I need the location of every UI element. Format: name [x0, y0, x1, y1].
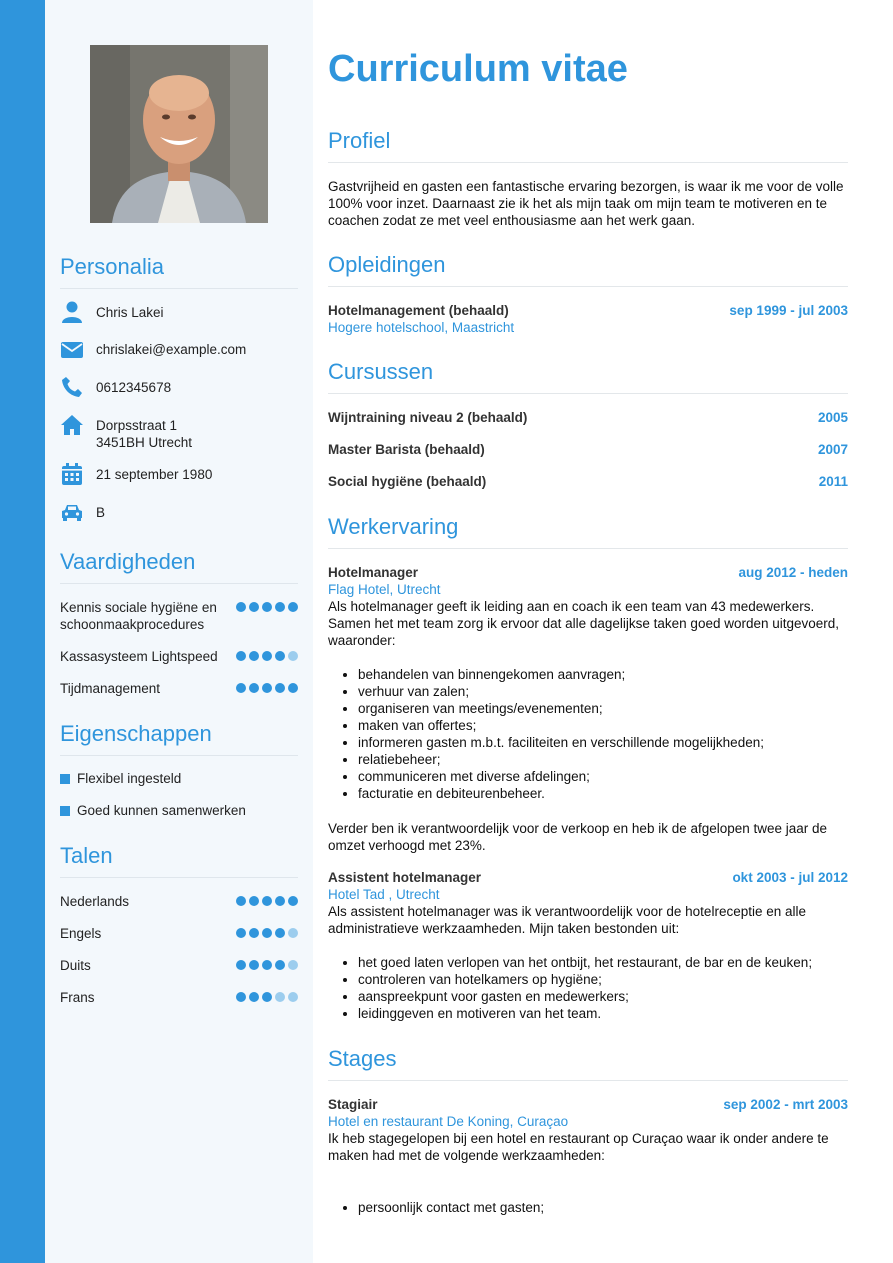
rating-dot-filled	[249, 602, 259, 612]
rating-dot-filled	[236, 602, 246, 612]
rating-dot-filled	[262, 960, 272, 970]
cursussen-heading: Cursussen	[328, 359, 848, 394]
list-item: • informeren gasten m.b.t. faciliteiten en verschillende mogelijkheden;	[358, 734, 848, 751]
accent-stripe	[0, 0, 45, 1263]
rating-dot-filled	[288, 683, 298, 693]
course-title: Social hygiëne (behaald)	[328, 474, 487, 489]
personalia-phone: 0612345678	[96, 380, 172, 395]
list-item: • organiseren van meetings/evenementen;	[358, 700, 848, 717]
list-item: • het goed laten verlopen van het ontbijt, het restaurant, de bar en de keuken;	[358, 954, 848, 971]
vaardigheden-heading: Vaardigheden	[60, 549, 298, 584]
rating-dot-filled	[249, 992, 259, 1002]
language-label: Nederlands	[60, 894, 130, 909]
skill-rating	[236, 602, 298, 612]
skill-rating	[236, 651, 298, 661]
education-date: sep 1999 - jul 2003	[729, 303, 848, 318]
trait-label: Flexibel ingesteld	[77, 771, 182, 786]
rating-dot-filled	[236, 928, 246, 938]
car-icon	[60, 500, 84, 524]
course-year: 2011	[818, 474, 848, 489]
rating-dot-filled	[249, 651, 259, 661]
rating-dot-filled	[262, 683, 272, 693]
education-school: Hogere hotelschool, Maastricht	[328, 320, 515, 335]
job-task-list	[328, 954, 848, 1022]
opleidingen-heading: Opleidingen	[328, 252, 848, 287]
rating-dot-filled	[249, 928, 259, 938]
language-rating	[236, 992, 298, 1002]
list-item: • communiceren met diverse afdelingen;	[358, 768, 848, 785]
rating-dot-filled	[262, 992, 272, 1002]
personalia-address	[96, 417, 192, 451]
calendar-icon	[60, 462, 84, 486]
personalia-city: 3451BH Utrecht	[96, 435, 193, 450]
envelope-icon	[60, 337, 84, 361]
page-title: Curriculum vitae	[328, 48, 628, 90]
language-label: Duits	[60, 958, 91, 973]
skill-rating	[236, 683, 298, 693]
list-item: • maken van offertes;	[358, 717, 848, 734]
internship-title: Stagiair	[328, 1097, 378, 1112]
job-title: Hotelmanager	[328, 565, 419, 580]
home-icon	[60, 413, 84, 437]
skill-label: Kennis sociale hygiëne en schoonmaakprocedures	[60, 600, 217, 632]
personalia-name: Chris Lakei	[96, 305, 164, 320]
rating-dot-empty	[275, 992, 285, 1002]
internship-employer: Hotel en restaurant De Koning, Curaçao	[328, 1114, 569, 1129]
job-task-list	[328, 666, 848, 802]
job-outro: Verder ben ik verantwoordelijk voor de verkoop en heb ik de afgelopen twee jaar de omzet verhoogd met 23%.	[328, 821, 828, 853]
list-item: • relatiebeheer;	[358, 751, 848, 768]
list-item: • persoonlijk contact met gasten;	[358, 1199, 848, 1216]
personalia-street: Dorpsstraat 1	[96, 418, 178, 433]
rating-dot-filled	[275, 651, 285, 661]
rating-dot-filled	[275, 602, 285, 612]
talen-heading: Talen	[60, 843, 298, 878]
rating-dot-filled	[288, 896, 298, 906]
rating-dot-filled	[275, 960, 285, 970]
profiel-heading: Profiel	[328, 128, 848, 163]
personalia-heading: Personalia	[60, 254, 298, 289]
rating-dot-filled	[236, 960, 246, 970]
eigenschappen-heading: Eigenschappen	[60, 721, 298, 756]
rating-dot-empty	[288, 651, 298, 661]
job-date: okt 2003 - jul 2012	[732, 870, 848, 885]
job-employer: Flag Hotel, Utrecht	[328, 582, 441, 597]
rating-dot-filled	[236, 651, 246, 661]
werkervaring-heading: Werkervaring	[328, 514, 848, 549]
job-date: aug 2012 - heden	[738, 565, 848, 580]
phone-icon	[60, 375, 84, 399]
rating-dot-filled	[275, 928, 285, 938]
user-icon	[60, 300, 84, 324]
internship-intro: Ik heb stagegelopen bij een hotel en restaurant op Curaçao waar ik onder andere te maken had met de volgende werkzaamheden:	[328, 1131, 829, 1163]
job-intro: Als assistent hotelmanager was ik verantwoordelijk voor de hotelreceptie en alle administratieve werkzaamheden. Mijn taken bestonden uit:	[328, 904, 807, 936]
rating-dot-empty	[288, 928, 298, 938]
job-title: Assistent hotelmanager	[328, 870, 482, 885]
list-item: • verhuur van zalen;	[358, 683, 848, 700]
rating-dot-filled	[275, 896, 285, 906]
rating-dot-filled	[262, 896, 272, 906]
rating-dot-filled	[288, 602, 298, 612]
list-item: • facturatie en debiteurenbeheer.	[358, 785, 848, 802]
language-rating	[236, 960, 298, 970]
rating-dot-filled	[262, 651, 272, 661]
rating-dot-filled	[236, 992, 246, 1002]
personalia-email: chrislakei@example.com	[96, 342, 247, 357]
list-item: • leidinggeven en motiveren van het team.	[358, 1005, 848, 1022]
personalia-birthdate: 21 september 1980	[96, 467, 213, 482]
rating-dot-filled	[275, 683, 285, 693]
language-label: Frans	[60, 990, 95, 1005]
language-rating	[236, 928, 298, 938]
profile-photo	[90, 45, 268, 223]
internship-date: sep 2002 - mrt 2003	[723, 1097, 848, 1112]
rating-dot-empty	[288, 960, 298, 970]
course-year: 2005	[817, 410, 848, 425]
job-employer: Hotel Tad , Utrecht	[328, 887, 440, 902]
course-title: Master Barista (behaald)	[328, 442, 485, 457]
course-title: Wijntraining niveau 2 (behaald)	[328, 410, 528, 425]
rating-dot-filled	[249, 683, 259, 693]
rating-dot-filled	[249, 896, 259, 906]
trait-label: Goed kunnen samenwerken	[77, 803, 246, 818]
job-intro: Als hotelmanager geeft ik leiding aan en coach ik een team van 43 medewerkers. Samen het met team zorg ik ervoor dat alle dagelijkse taken goed worden uitgevoerd, waaronder:	[328, 599, 840, 648]
square-bullet-icon	[60, 774, 70, 784]
square-bullet-icon	[60, 806, 70, 816]
sidebar	[45, 0, 313, 1263]
language-rating	[236, 896, 298, 906]
rating-dot-empty	[288, 992, 298, 1002]
rating-dot-filled	[249, 960, 259, 970]
list-item: • controleren van hotelkamers op hygiëne;	[358, 971, 848, 988]
stages-heading: Stages	[328, 1046, 848, 1081]
education-title: Hotelmanagement (behaald)	[328, 303, 509, 318]
language-label: Engels	[60, 926, 102, 941]
list-item: • aanspreekpunt voor gasten en medewerkers;	[358, 988, 848, 1005]
profiel-text: Gastvrijheid en gasten een fantastische ervaring bezorgen, is waar ik me voor de volle 100% voor inzet. Daarnaast zie ik het als mijn taak om mijn team te motiveren en te coachen zodat ze met veel enthousiasme aan het werk gaan.	[328, 179, 844, 228]
skill-label: Tijdmanagement	[60, 681, 161, 696]
rating-dot-filled	[236, 896, 246, 906]
skill-label: Kassasysteem Lightspeed	[60, 649, 218, 664]
course-year: 2007	[817, 442, 848, 457]
rating-dot-filled	[262, 602, 272, 612]
rating-dot-filled	[236, 683, 246, 693]
list-item: • behandelen van binnengekomen aanvragen;	[358, 666, 848, 683]
internship-task-list	[328, 1199, 848, 1216]
personalia-license: B	[96, 505, 106, 520]
rating-dot-filled	[262, 928, 272, 938]
